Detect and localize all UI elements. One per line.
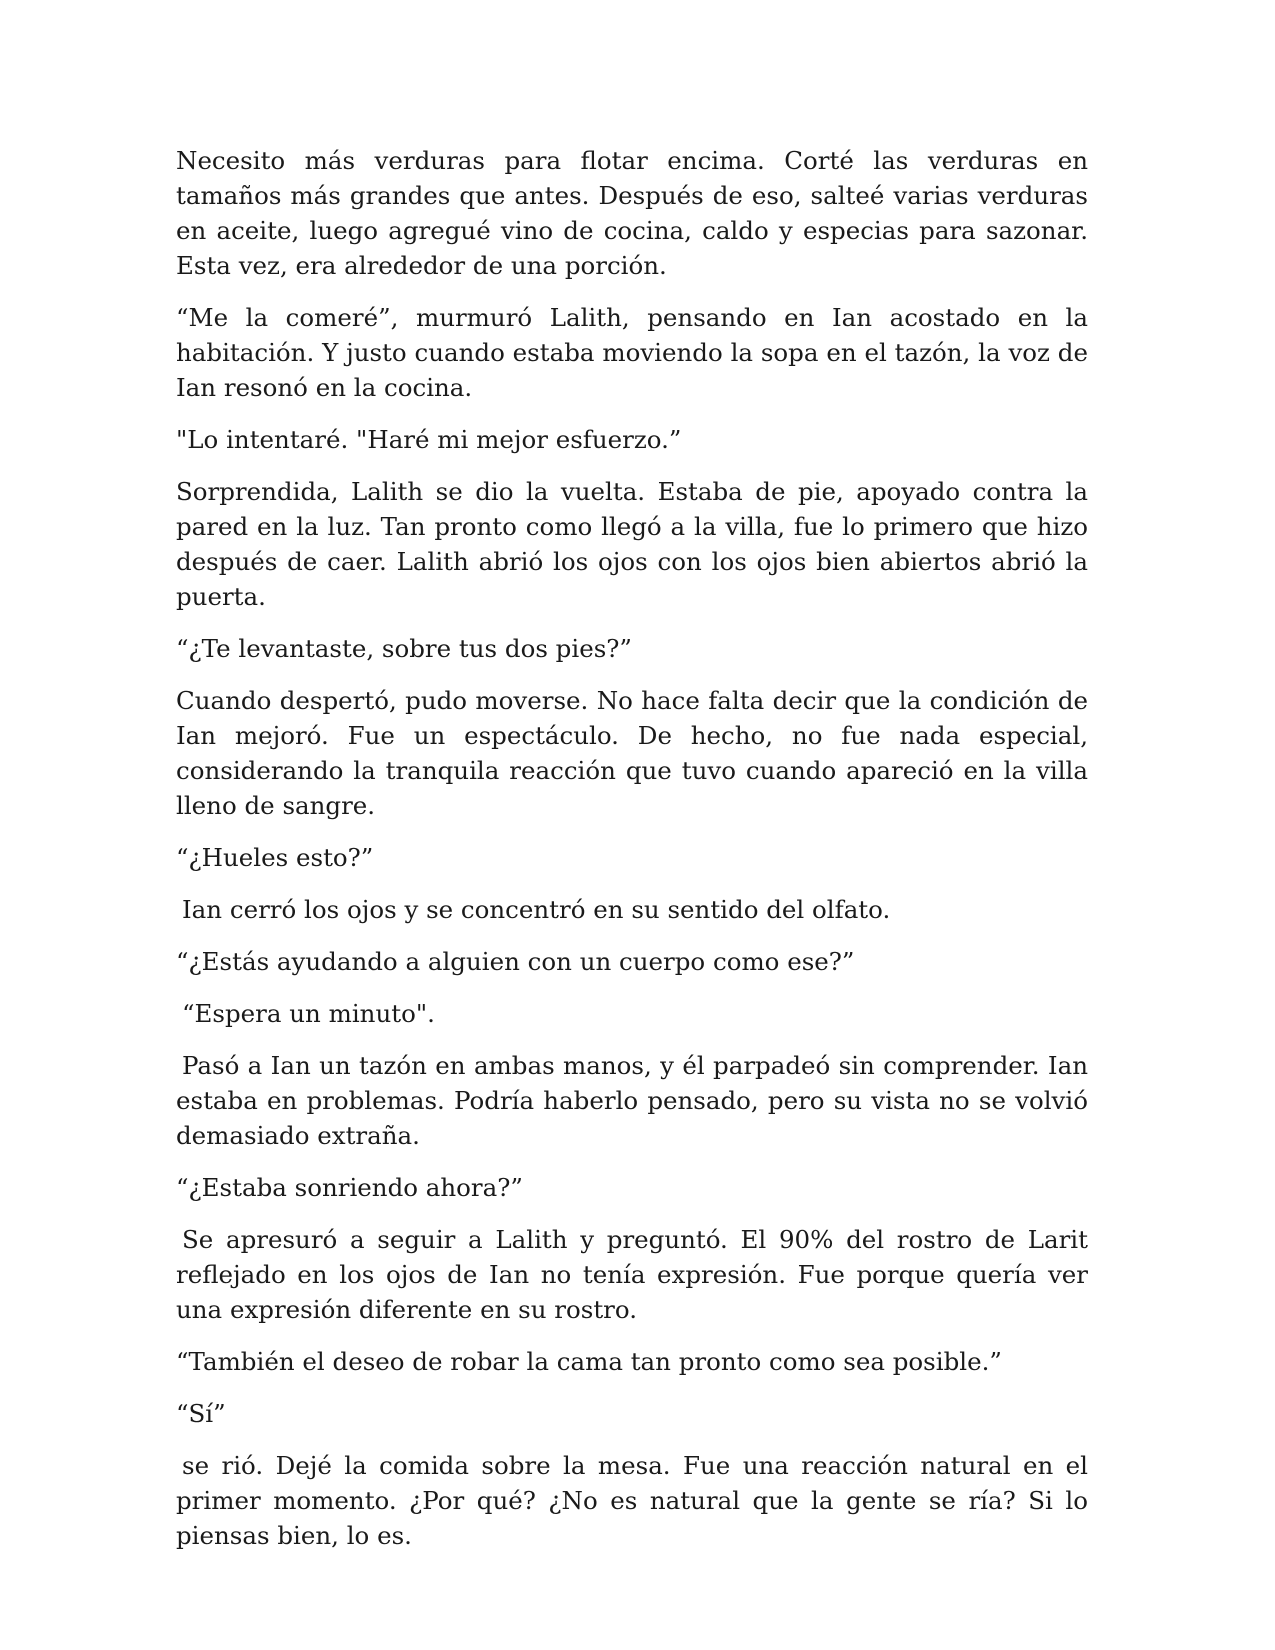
paragraph-9: “¿Estás ayudando a alguien con un cuerpo como ese?” xyxy=(176,947,855,976)
paragraph-15: “Sí” xyxy=(176,1399,226,1428)
paragraph-13: Se apresuró a seguir a Lalith y preguntó. El 90% del rostro de Larit reflejado en los ojos de Ian no tenía expresión. Fue porque quería ver una expresión diferente en su rostro. xyxy=(176,1225,1088,1324)
paragraph-7: “¿Hueles esto?” xyxy=(176,843,374,872)
paragraph-3: "Lo intentaré. "Haré mi mejor esfuerzo.” xyxy=(176,425,682,454)
paragraph-14: “También el deseo de robar la cama tan pronto como sea posible.” xyxy=(176,1347,1002,1376)
paragraph-12: “¿Estaba sonriendo ahora?” xyxy=(176,1173,523,1202)
paragraph-8: Ian cerró los ojos y se concentró en su sentido del olfato. xyxy=(182,895,891,924)
paragraph-6: Cuando despertó, pudo moverse. No hace falta decir que la condición de Ian mejoró. Fue un espectáculo. De hecho, no fue nada especial, considerando la tranquila reacción que tuvo cuando apareció en la villa lleno de sangre. xyxy=(176,686,1088,820)
paragraph-2: “Me la comeré”, murmuró Lalith, pensando en Ian acostado en la habitación. Y justo cuando estaba moviendo la sopa en el tazón, la voz de Ian resonó en la cocina. xyxy=(176,303,1088,402)
paragraph-10: “Espera un minuto". xyxy=(182,999,435,1028)
document-page xyxy=(176,143,1088,1570)
paragraph-1: Necesito más verduras para flotar encima. Corté las verduras en tamaños más grandes que antes. Después de eso, salteé varias verduras en aceite, luego agregué vino de cocina, caldo y especias para sazonar. Esta vez, era alrededor de una porción. xyxy=(176,146,1088,280)
paragraph-11: Pasó a Ian un tazón en ambas manos, y él parpadeó sin comprender. Ian estaba en problemas. Podría haberlo pensado, pero su vista no se volvió demasiado extraña. xyxy=(176,1051,1088,1150)
paragraph-5: “¿Te levantaste, sobre tus dos pies?” xyxy=(176,634,632,663)
paragraph-16: se rió. Dejé la comida sobre la mesa. Fue una reacción natural en el primer momento. ¿Por qué? ¿No es natural que la gente se ría? Si lo piensas bien, lo es. xyxy=(176,1451,1088,1550)
paragraph-4: Sorprendida, Lalith se dio la vuelta. Estaba de pie, apoyado contra la pared en la luz. Tan pronto como llegó a la villa, fue lo primero que hizo después de caer. Lalith abrió los ojos con los ojos bien abiertos abrió la puerta. xyxy=(176,477,1088,611)
